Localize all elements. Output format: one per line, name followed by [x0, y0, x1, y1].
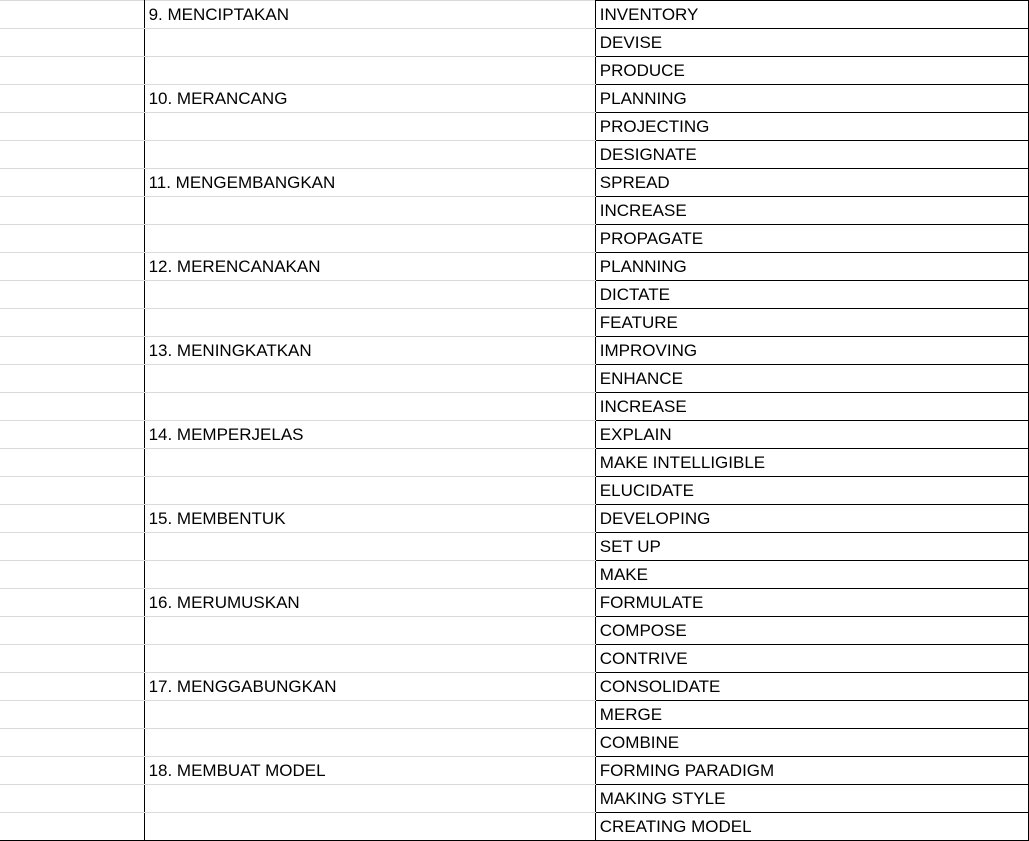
cell-translation[interactable]: DEVISE	[595, 29, 1028, 57]
table-row	[0, 169, 1029, 197]
cell-translation[interactable]: SET UP	[595, 533, 1028, 561]
cell-empty[interactable]	[0, 169, 144, 197]
cell-translation[interactable]: COMBINE	[595, 729, 1028, 757]
table-row	[0, 477, 1029, 505]
cell-term[interactable]: 10. MERANCANG	[144, 85, 595, 113]
cell-empty[interactable]	[0, 449, 144, 477]
table-row	[0, 505, 1029, 533]
cell-empty[interactable]	[0, 1, 144, 29]
table-row	[0, 589, 1029, 617]
cell-translation[interactable]: MAKE	[595, 561, 1028, 589]
cell-empty[interactable]	[0, 197, 144, 225]
cell-translation[interactable]: SPREAD	[595, 169, 1028, 197]
cell-term[interactable]	[144, 645, 595, 673]
cell-term[interactable]	[144, 785, 595, 813]
table-row	[0, 449, 1029, 477]
cell-translation[interactable]: PROPAGATE	[595, 225, 1028, 253]
cell-term[interactable]: 18. MEMBUAT MODEL	[144, 757, 595, 785]
cell-empty[interactable]	[0, 505, 144, 533]
cell-term[interactable]	[144, 113, 595, 141]
cell-empty[interactable]	[0, 645, 144, 673]
table-row	[0, 757, 1029, 785]
cell-translation[interactable]: PLANNING	[595, 253, 1028, 281]
cell-term[interactable]	[144, 365, 595, 393]
cell-term[interactable]: 12. MERENCANAKAN	[144, 253, 595, 281]
cell-empty[interactable]	[0, 29, 144, 57]
cell-translation[interactable]: DESIGNATE	[595, 141, 1028, 169]
table-row	[0, 197, 1029, 225]
cell-term[interactable]	[144, 393, 595, 421]
table-row	[0, 645, 1029, 673]
cell-translation[interactable]: PLANNING	[595, 85, 1028, 113]
cell-empty[interactable]	[0, 225, 144, 253]
cell-term[interactable]	[144, 701, 595, 729]
cell-empty[interactable]	[0, 533, 144, 561]
cell-empty[interactable]	[0, 421, 144, 449]
cell-term[interactable]	[144, 813, 595, 841]
table-row	[0, 533, 1029, 561]
cell-term[interactable]: 17. MENGGABUNGKAN	[144, 673, 595, 701]
table-row	[0, 225, 1029, 253]
cell-term[interactable]	[144, 617, 595, 645]
cell-translation[interactable]: INCREASE	[595, 197, 1028, 225]
table-row	[0, 113, 1029, 141]
table-row	[0, 1, 1029, 29]
cell-translation[interactable]: EXPLAIN	[595, 421, 1028, 449]
cell-empty[interactable]	[0, 253, 144, 281]
cell-translation[interactable]: DICTATE	[595, 281, 1028, 309]
cell-term[interactable]	[144, 197, 595, 225]
table-row	[0, 561, 1029, 589]
table-row	[0, 617, 1029, 645]
cell-translation[interactable]: FORMULATE	[595, 589, 1028, 617]
cell-translation[interactable]: MAKING STYLE	[595, 785, 1028, 813]
cell-empty[interactable]	[0, 113, 144, 141]
cell-translation[interactable]: DEVELOPING	[595, 505, 1028, 533]
cell-term[interactable]: 15. MEMBENTUK	[144, 505, 595, 533]
cell-term[interactable]	[144, 449, 595, 477]
cell-translation[interactable]: ENHANCE	[595, 365, 1028, 393]
table-row	[0, 337, 1029, 365]
cell-translation[interactable]: INCREASE	[595, 393, 1028, 421]
cell-empty[interactable]	[0, 393, 144, 421]
cell-empty[interactable]	[0, 701, 144, 729]
cell-term[interactable]	[144, 561, 595, 589]
cell-term[interactable]	[144, 29, 595, 57]
cell-term[interactable]	[144, 57, 595, 85]
cell-term[interactable]: 13. MENINGKATKAN	[144, 337, 595, 365]
table-body	[0, 1, 1029, 841]
table-row	[0, 785, 1029, 813]
cell-empty[interactable]	[0, 617, 144, 645]
cell-empty[interactable]	[0, 141, 144, 169]
cell-term[interactable]	[144, 225, 595, 253]
cell-term[interactable]: 16. MERUMUSKAN	[144, 589, 595, 617]
cell-translation[interactable]: FORMING PARADIGM	[595, 757, 1028, 785]
table-row	[0, 813, 1029, 841]
cell-empty[interactable]	[0, 729, 144, 757]
cell-translation[interactable]: CONSOLIDATE	[595, 673, 1028, 701]
cell-empty[interactable]	[0, 785, 144, 813]
table-row	[0, 393, 1029, 421]
table-row	[0, 281, 1029, 309]
cell-empty[interactable]	[0, 57, 144, 85]
cell-translation[interactable]: MERGE	[595, 701, 1028, 729]
table-row	[0, 365, 1029, 393]
cell-translation[interactable]: PROJECTING	[595, 113, 1028, 141]
table-row	[0, 309, 1029, 337]
cell-term[interactable]	[144, 729, 595, 757]
cell-term[interactable]	[144, 281, 595, 309]
cell-translation[interactable]: COMPOSE	[595, 617, 1028, 645]
table-row	[0, 701, 1029, 729]
cell-translation[interactable]: CREATING MODEL	[595, 813, 1028, 841]
table-row	[0, 673, 1029, 701]
cell-term[interactable]	[144, 477, 595, 505]
cell-empty[interactable]	[0, 673, 144, 701]
table-row	[0, 29, 1029, 57]
cell-empty[interactable]	[0, 757, 144, 785]
cell-empty[interactable]	[0, 281, 144, 309]
table-row	[0, 85, 1029, 113]
cell-translation[interactable]: IMPROVING	[595, 337, 1028, 365]
table-row	[0, 729, 1029, 757]
table-row	[0, 253, 1029, 281]
table-row	[0, 57, 1029, 85]
cell-translation[interactable]: FEATURE	[595, 309, 1028, 337]
cell-empty[interactable]	[0, 589, 144, 617]
cell-term[interactable]: 9. MENCIPTAKAN	[144, 1, 595, 29]
cell-translation[interactable]: CONTRIVE	[595, 645, 1028, 673]
cell-term[interactable]	[144, 309, 595, 337]
cell-translation[interactable]: PRODUCE	[595, 57, 1028, 85]
cell-translation[interactable]: MAKE INTELLIGIBLE	[595, 449, 1028, 477]
cell-empty[interactable]	[0, 477, 144, 505]
cell-translation[interactable]: INVENTORY	[595, 1, 1028, 29]
cell-term[interactable]: 14. MEMPERJELAS	[144, 421, 595, 449]
cell-term[interactable]: 11. MENGEMBANGKAN	[144, 169, 595, 197]
cell-term[interactable]	[144, 141, 595, 169]
cell-empty[interactable]	[0, 365, 144, 393]
table-row	[0, 141, 1029, 169]
cell-empty[interactable]	[0, 561, 144, 589]
table-row	[0, 421, 1029, 449]
cell-empty[interactable]	[0, 309, 144, 337]
cell-term[interactable]	[144, 533, 595, 561]
cell-empty[interactable]	[0, 85, 144, 113]
cell-translation[interactable]: ELUCIDATE	[595, 477, 1028, 505]
cell-empty[interactable]	[0, 337, 144, 365]
cell-empty[interactable]	[0, 813, 144, 841]
